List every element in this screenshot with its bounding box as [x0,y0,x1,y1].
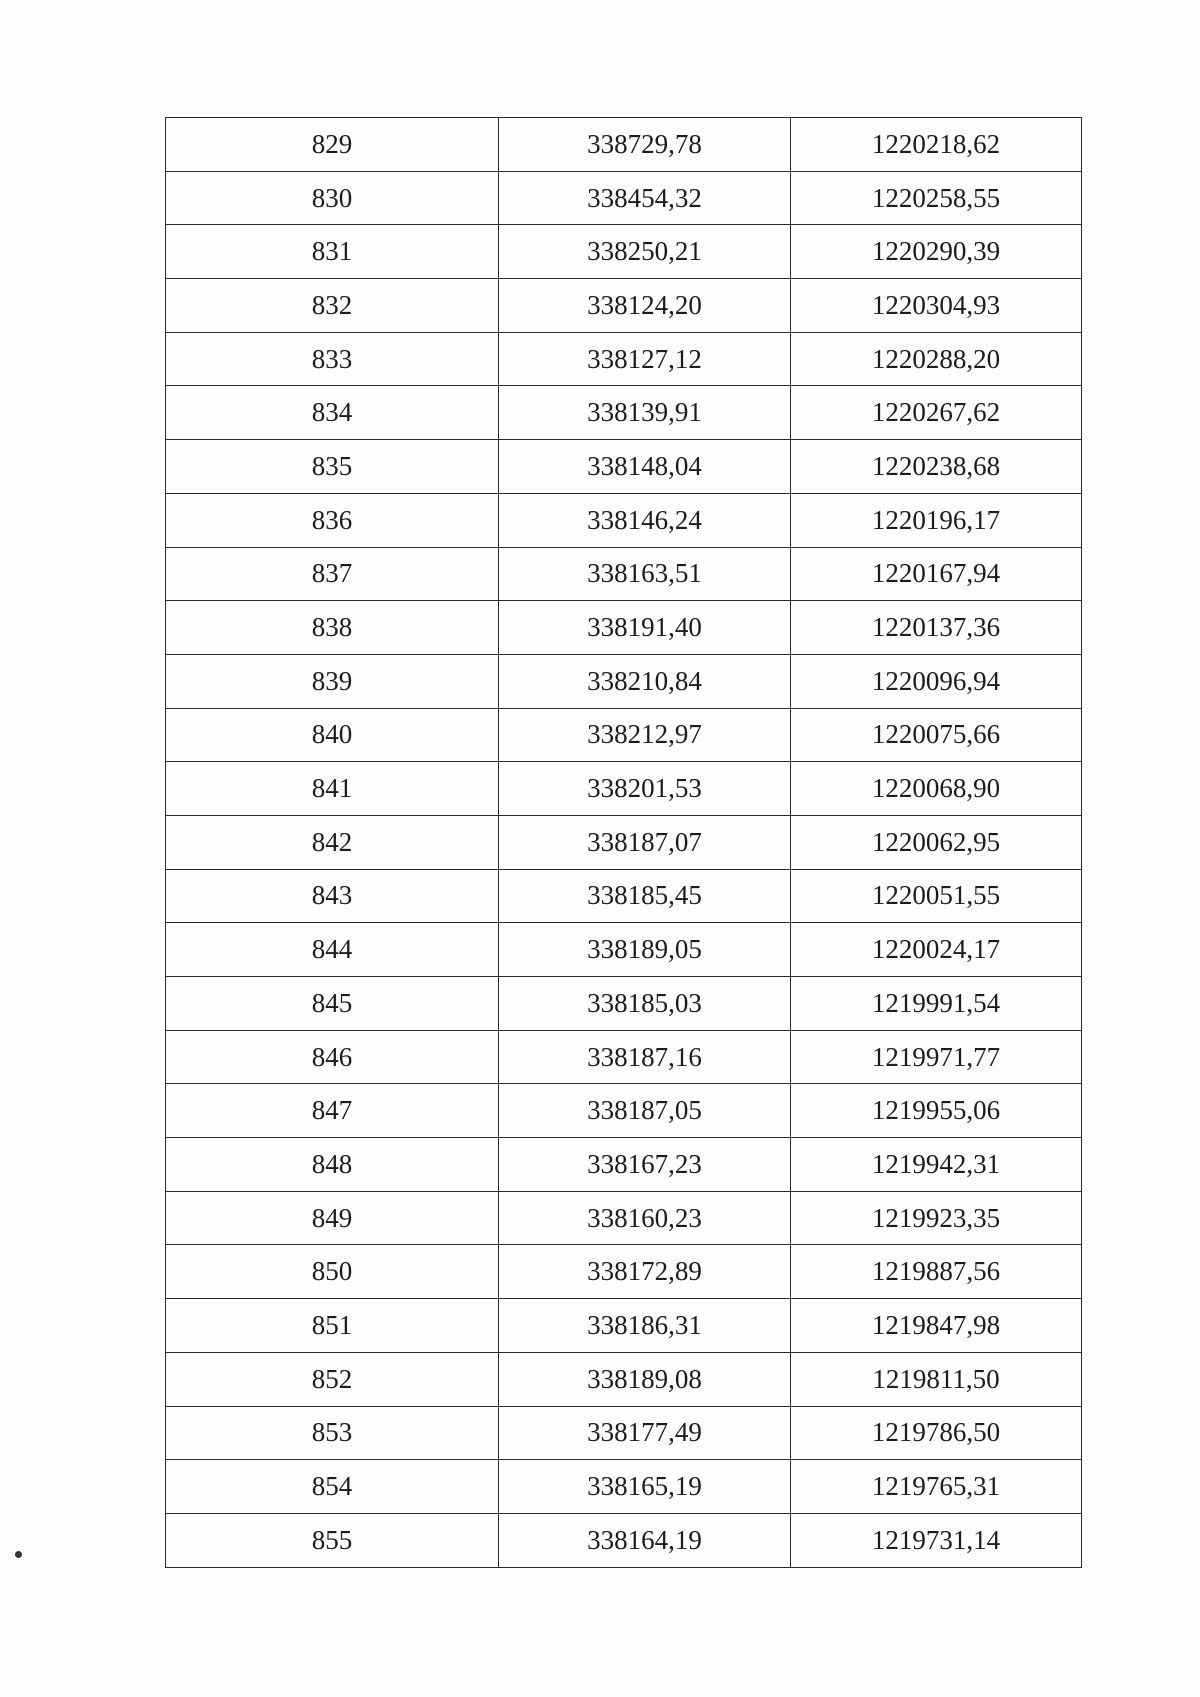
x-coordinate-cell: 338201,53 [499,762,791,816]
point-number-cell: 841 [166,762,499,816]
x-coordinate-cell: 338148,04 [499,440,791,494]
point-number-cell: 831 [166,225,499,279]
point-number-cell: 834 [166,386,499,440]
y-coordinate-cell: 1220024,17 [791,923,1082,977]
x-coordinate-cell: 338167,23 [499,1138,791,1192]
point-number-cell: 844 [166,923,499,977]
table-row [166,815,1082,869]
y-coordinate-cell: 1220075,66 [791,708,1082,762]
point-number-cell: 836 [166,493,499,547]
x-coordinate-cell: 338177,49 [499,1406,791,1460]
y-coordinate-cell: 1220218,62 [791,118,1082,172]
x-coordinate-cell: 338212,97 [499,708,791,762]
y-coordinate-cell: 1220304,93 [791,279,1082,333]
table-row [166,1191,1082,1245]
table-row [166,1460,1082,1514]
y-coordinate-cell: 1219971,77 [791,1030,1082,1084]
x-coordinate-cell: 338186,31 [499,1299,791,1353]
table-row [166,332,1082,386]
y-coordinate-cell: 1219847,98 [791,1299,1082,1353]
table-row [166,977,1082,1031]
point-number-cell: 833 [166,332,499,386]
table-row [166,708,1082,762]
table-row [166,1245,1082,1299]
point-number-cell: 854 [166,1460,499,1514]
y-coordinate-cell: 1219887,56 [791,1245,1082,1299]
point-number-cell: 847 [166,1084,499,1138]
table-row [166,601,1082,655]
table-row [166,869,1082,923]
point-number-cell: 843 [166,869,499,923]
table-row [166,386,1082,440]
table-row [166,1138,1082,1192]
y-coordinate-cell: 1220062,95 [791,815,1082,869]
y-coordinate-cell: 1220258,55 [791,171,1082,225]
table-row [166,1030,1082,1084]
y-coordinate-cell: 1219923,35 [791,1191,1082,1245]
x-coordinate-cell: 338185,03 [499,977,791,1031]
point-number-cell: 849 [166,1191,499,1245]
y-coordinate-cell: 1219731,14 [791,1513,1082,1567]
x-coordinate-cell: 338172,89 [499,1245,791,1299]
x-coordinate-cell: 338189,08 [499,1352,791,1406]
table-row [166,1406,1082,1460]
point-number-cell: 853 [166,1406,499,1460]
x-coordinate-cell: 338187,05 [499,1084,791,1138]
y-coordinate-cell: 1220096,94 [791,654,1082,708]
table-row [166,279,1082,333]
x-coordinate-cell: 338189,05 [499,923,791,977]
point-number-cell: 842 [166,815,499,869]
table-row [166,923,1082,977]
table-row [166,762,1082,816]
table-row [166,225,1082,279]
table-row [166,1352,1082,1406]
y-coordinate-cell: 1220196,17 [791,493,1082,547]
x-coordinate-cell: 338139,91 [499,386,791,440]
point-number-cell: 848 [166,1138,499,1192]
y-coordinate-cell: 1220288,20 [791,332,1082,386]
x-coordinate-cell: 338250,21 [499,225,791,279]
x-coordinate-cell: 338163,51 [499,547,791,601]
y-coordinate-cell: 1220051,55 [791,869,1082,923]
x-coordinate-cell: 338164,19 [499,1513,791,1567]
y-coordinate-cell: 1219811,50 [791,1352,1082,1406]
x-coordinate-cell: 338191,40 [499,601,791,655]
x-coordinate-cell: 338165,19 [499,1460,791,1514]
stray-ink-dot [15,1551,22,1558]
x-coordinate-cell: 338729,78 [499,118,791,172]
x-coordinate-cell: 338187,07 [499,815,791,869]
table-row [166,654,1082,708]
point-number-cell: 838 [166,601,499,655]
point-number-cell: 839 [166,654,499,708]
x-coordinate-cell: 338187,16 [499,1030,791,1084]
y-coordinate-cell: 1219942,31 [791,1138,1082,1192]
x-coordinate-cell: 338127,12 [499,332,791,386]
table-row [166,1513,1082,1567]
y-coordinate-cell: 1220267,62 [791,386,1082,440]
point-number-cell: 835 [166,440,499,494]
point-number-cell: 845 [166,977,499,1031]
y-coordinate-cell: 1219991,54 [791,977,1082,1031]
table-row [166,118,1082,172]
table-row [166,493,1082,547]
x-coordinate-cell: 338210,84 [499,654,791,708]
y-coordinate-cell: 1219765,31 [791,1460,1082,1514]
x-coordinate-cell: 338146,24 [499,493,791,547]
x-coordinate-cell: 338454,32 [499,171,791,225]
point-number-cell: 851 [166,1299,499,1353]
y-coordinate-cell: 1219955,06 [791,1084,1082,1138]
coordinates-table-body [166,118,1082,1568]
point-number-cell: 855 [166,1513,499,1567]
point-number-cell: 837 [166,547,499,601]
point-number-cell: 829 [166,118,499,172]
point-number-cell: 852 [166,1352,499,1406]
point-number-cell: 832 [166,279,499,333]
y-coordinate-cell: 1220290,39 [791,225,1082,279]
x-coordinate-cell: 338124,20 [499,279,791,333]
x-coordinate-cell: 338160,23 [499,1191,791,1245]
table-row [166,1299,1082,1353]
table-row [166,1084,1082,1138]
y-coordinate-cell: 1220068,90 [791,762,1082,816]
point-number-cell: 850 [166,1245,499,1299]
y-coordinate-cell: 1220137,36 [791,601,1082,655]
table-row [166,440,1082,494]
y-coordinate-cell: 1220167,94 [791,547,1082,601]
coordinates-table [165,117,1082,1568]
point-number-cell: 840 [166,708,499,762]
table-row [166,171,1082,225]
y-coordinate-cell: 1220238,68 [791,440,1082,494]
y-coordinate-cell: 1219786,50 [791,1406,1082,1460]
point-number-cell: 846 [166,1030,499,1084]
point-number-cell: 830 [166,171,499,225]
x-coordinate-cell: 338185,45 [499,869,791,923]
table-row [166,547,1082,601]
